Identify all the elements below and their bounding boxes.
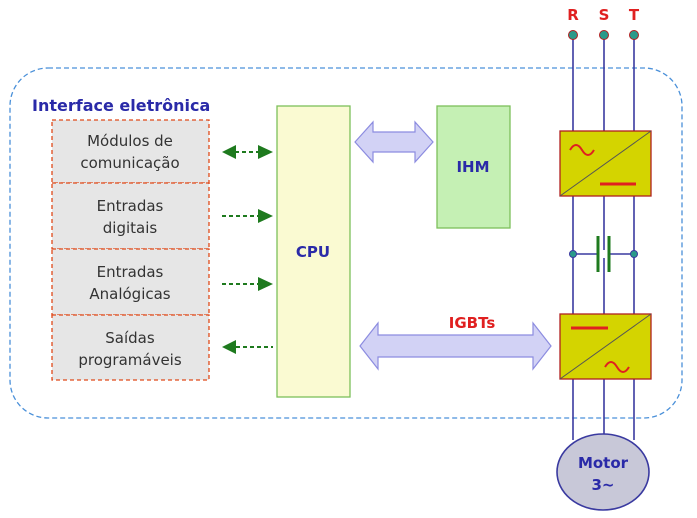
motor-label-line2: 3~ — [591, 476, 615, 494]
motor-label-line1: Motor — [577, 454, 629, 472]
io-box-line1: Entradas — [96, 197, 164, 215]
terminal-s — [600, 31, 609, 40]
io-box-line1: Entradas — [96, 263, 164, 281]
io-box-line2: Analógicas — [89, 285, 171, 303]
interface-label: Interface eletrônica — [32, 96, 211, 115]
igbt-label: IGBTs — [448, 314, 496, 332]
io-box-digital-inputs — [52, 183, 209, 249]
io-box-programmable-outputs — [52, 315, 209, 380]
ihm-label: IHM — [456, 158, 490, 176]
phase-label-t: T — [628, 6, 640, 24]
io-box-line2: comunicação — [80, 154, 180, 172]
io-box-line2: digitais — [102, 219, 158, 237]
cpu-ihm-arrow — [355, 122, 433, 162]
digital-input-arrow — [222, 209, 273, 223]
io-box-communication — [52, 120, 209, 183]
terminal-t — [630, 31, 639, 40]
io-box-line2: programáveis — [78, 351, 182, 369]
phase-label-s: S — [598, 6, 610, 24]
motor — [557, 434, 649, 510]
inverter-block — [560, 314, 651, 379]
cpu-label: CPU — [295, 243, 331, 261]
io-box-line1: Módulos de — [87, 132, 173, 150]
io-box-line1: Saídas — [105, 329, 155, 347]
terminal-r — [569, 31, 578, 40]
programmable-output-arrow — [222, 340, 273, 354]
analog-input-arrow — [222, 277, 273, 291]
comm-bidirectional-arrow — [222, 145, 273, 159]
phase-label-r: R — [567, 6, 579, 24]
rectifier-block — [560, 131, 651, 196]
io-box-analog-inputs — [52, 249, 209, 315]
